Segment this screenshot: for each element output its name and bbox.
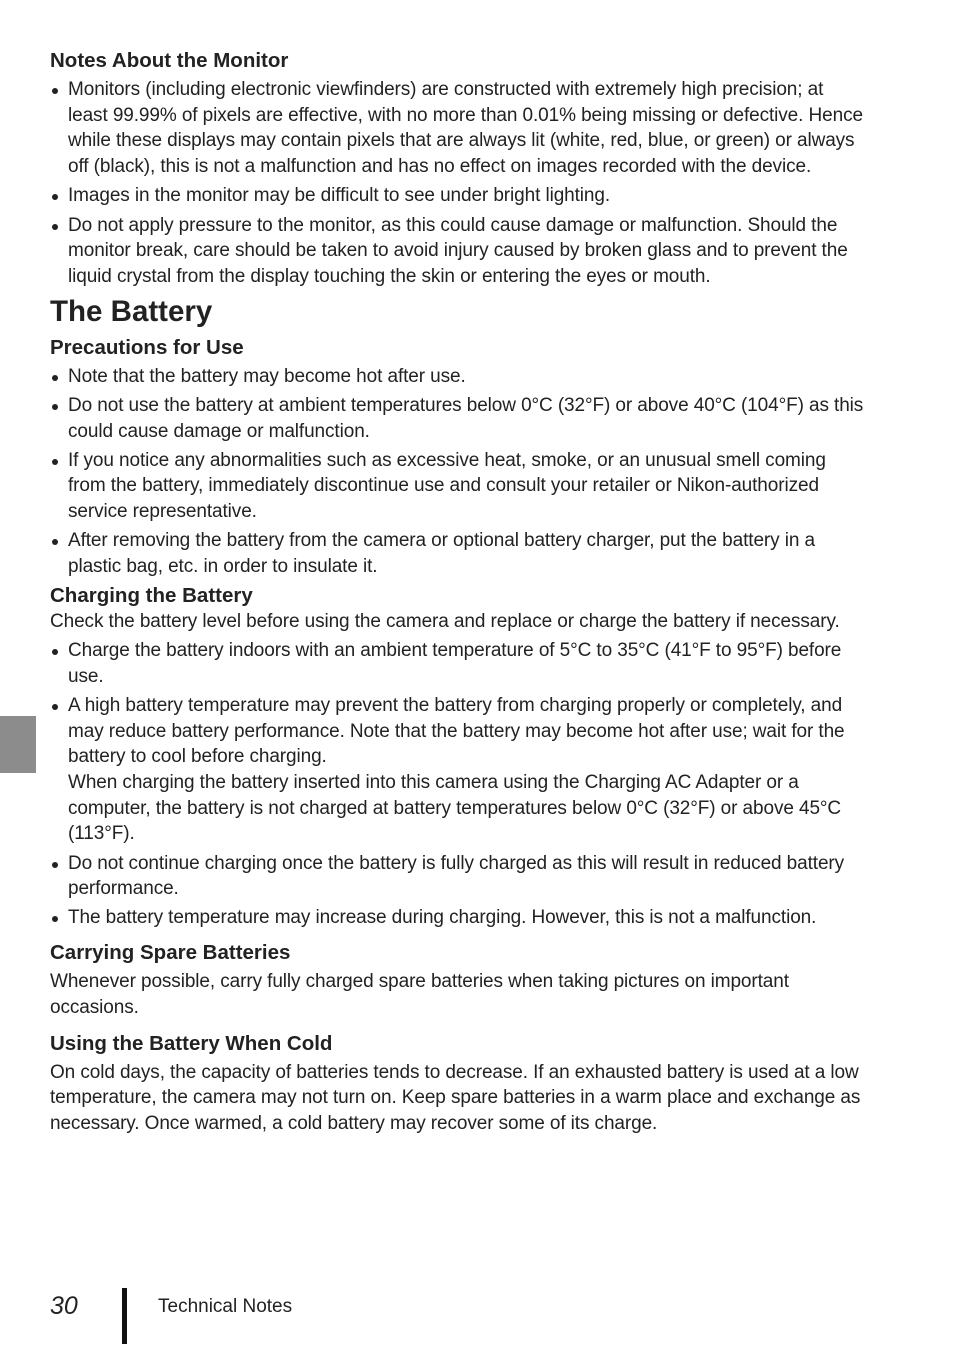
footer-section-label: Technical Notes (158, 1296, 293, 1317)
footer-divider (122, 1288, 127, 1344)
precautions-heading: Precautions for Use (50, 335, 244, 359)
page-content (50, 48, 865, 1137)
page-number: 30 (50, 1292, 78, 1320)
list-item: After removing the battery from the camera or optional battery charger, put the battery in a plastic bag, etc. in order to insulate it. (50, 528, 865, 579)
battery-title: The Battery (50, 294, 213, 328)
charging-bullet-list (50, 638, 865, 931)
list-item: If you notice any abnormalities such as excessive heat, smoke, or an unusual smell coming from the battery, immediately discontinue use and consult your retailer or Nikon-authorized service representative. (50, 448, 865, 525)
list-item: Monitors (including electronic viewfinders) are constructed with extremely high precision; at least 99.99% of pixels are effective, with no more than 0.01% being missing or defective. Hence while these displays may contain pixels that are always lit (white, red, blue, or green) or always off (black), this is not a malfunction and has no effect on images recorded with the device. (50, 77, 865, 180)
list-item: Note that the battery may become hot after use. (50, 364, 865, 390)
monitor-heading: Notes About the Monitor (50, 49, 289, 72)
charging-intro: Check the battery level before using the camera and replace or charge the battery if necessary. (50, 611, 840, 633)
list-item (50, 693, 865, 847)
section-tab-marker (0, 716, 36, 773)
list-item: Do not apply pressure to the monitor, as this could cause damage or malfunction. Should the monitor break, care should be taken to avoid injury caused by broken glass and to prevent the liquid crystal from the display touching the skin or entering the eyes or mouth. (50, 213, 865, 290)
list-item: Images in the monitor may be difficult to see under bright lighting. (50, 183, 865, 209)
spare-heading: Carrying Spare Batteries (50, 941, 291, 965)
list-item: Do not continue charging once the battery is fully charged as this will result in reduced battery performance. (50, 851, 865, 902)
monitor-bullet-list (50, 77, 865, 290)
list-item: Charge the battery indoors with an ambient temperature of 5°C to 35°C (41°F to 95°F) before use. (50, 638, 865, 689)
precautions-bullet-list (50, 364, 865, 580)
spare-text: Whenever possible, carry fully charged spare batteries when taking pictures on important occasions. (50, 971, 789, 1018)
list-item: Do not use the battery at ambient temperatures below 0°C (32°F) or above 40°C (104°F) as this could cause damage or malfunction. (50, 393, 865, 444)
list-item-continuation: When charging the battery inserted into this camera using the Charging AC Adapter or a computer, the battery is not charged at battery temperatures below 0°C (32°F) or above 45°C (113°F). (68, 771, 842, 845)
cold-heading: Using the Battery When Cold (50, 1031, 333, 1055)
cold-text: On cold days, the capacity of batteries tends to decrease. If an exhausted battery is used at a low temperature, the camera may not turn on. Keep spare batteries in a warm place and exchange as necessary. Once warmed, a cold battery may recover some of its charge. (50, 1061, 861, 1134)
list-item-text: A high battery temperature may prevent the battery from charging properly or completely, and may reduce battery performance. Note that the battery may become hot after use; wait for the battery to cool before charging. (68, 694, 845, 768)
charging-heading: Charging the Battery (50, 584, 253, 608)
list-item: The battery temperature may increase during charging. However, this is not a malfunction. (50, 905, 865, 931)
